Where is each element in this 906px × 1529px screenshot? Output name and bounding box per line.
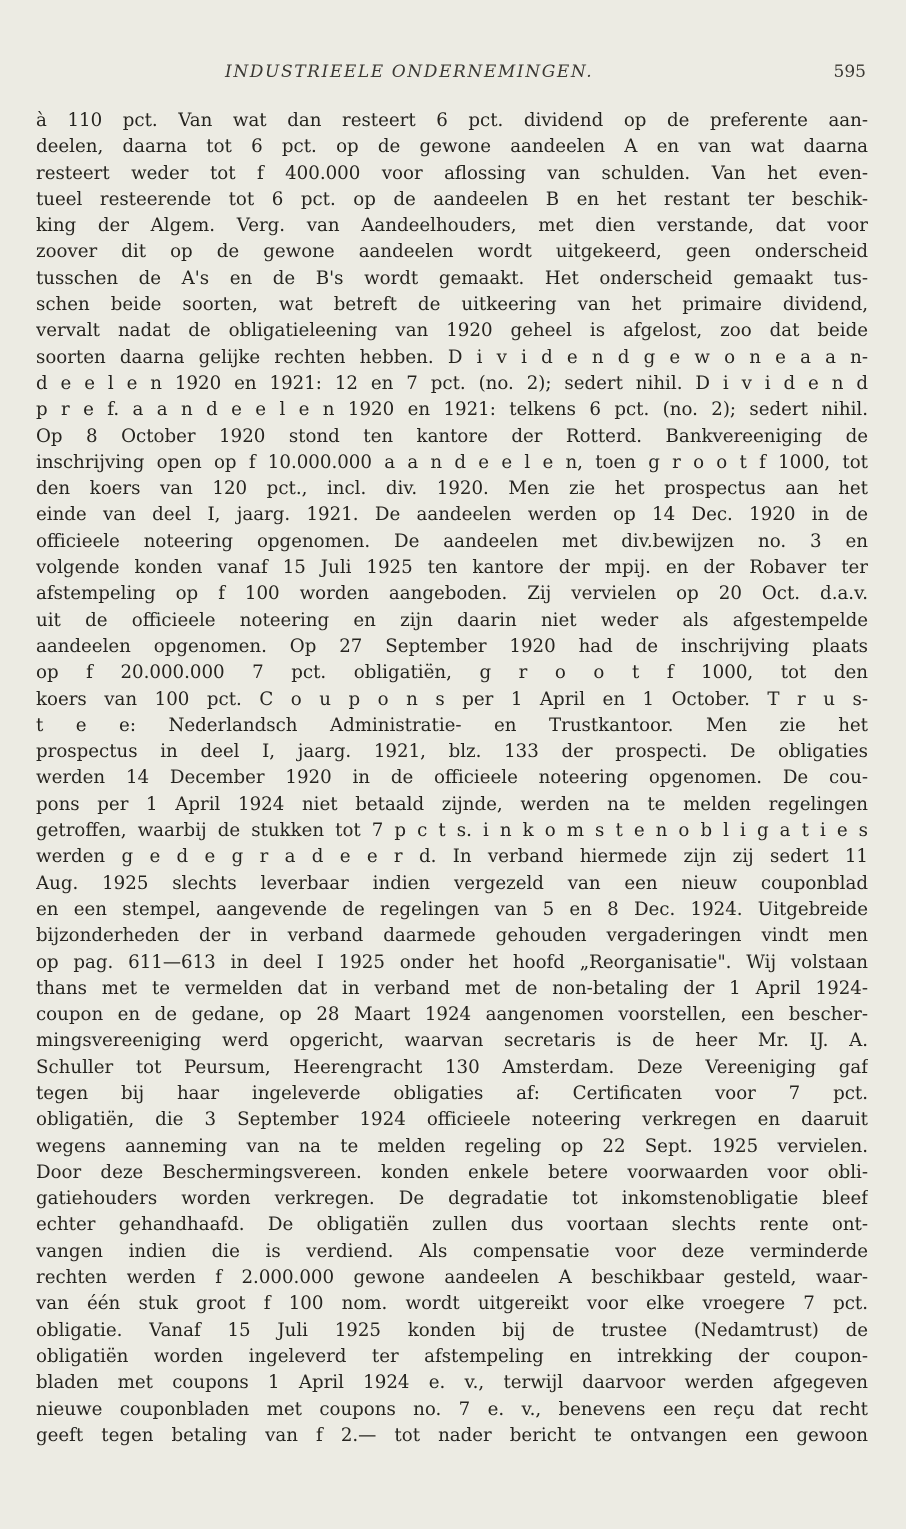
text-line: t e e: Nederlandsch Administratie- en Trustkantoor. Men zie het [36, 714, 868, 736]
text-line: Door deze Beschermingsvereen. konden enkele betere voorwaarden voor obli- [36, 1161, 868, 1183]
text-line: zoover dit op de gewone aandeelen wordt uitgekeerd, geen onderscheid [36, 241, 868, 263]
text-line: op pag. 611—613 in deel I 1925 onder het hoofd „Reorganisatie". Wij volstaan [36, 951, 868, 973]
text-line: d e e l e n 1920 en 1921: 12 en 7 pct. (no. 2); sedert nihil. D i v i d e n d [36, 372, 868, 394]
text-line: resteert weder tot f 400.000 voor aflossing van schulden. Van het even- [36, 162, 868, 184]
text-line: bijzonderheden der in verband daarmede gehouden vergaderingen vindt men [36, 925, 868, 947]
text-line: tegen bij haar ingeleverde obligaties af: Certificaten voor 7 pct. [36, 1082, 868, 1104]
text-line: van één stuk groot f 100 nom. wordt uitgereikt voor elke vroegere 7 pct. [36, 1293, 868, 1315]
text-line: koers van 100 pct. C o u p o n s per 1 April en 1 October. T r u s- [36, 688, 868, 710]
text-line: den koers van 120 pct., incl. div. 1920. Men zie het prospectus aan het [36, 478, 868, 500]
text-line: rechten werden f 2.000.000 gewone aandeelen A beschikbaar gesteld, waar- [36, 1267, 868, 1289]
text-line: obligatiën, die 3 September 1924 officieele noteering verkregen en daaruit [36, 1109, 868, 1131]
text-line: uit de officieele noteering en zijn daarin niet weder als afgestempelde [36, 609, 868, 631]
text-line: officieele noteering opgenomen. De aandeelen met div.bewijzen no. 3 en [36, 530, 868, 552]
text-line: volgende konden vanaf 15 Juli 1925 ten kantore der mpij. en der Robaver ter [36, 557, 868, 579]
text-line: obligatie. Vanaf 15 Juli 1925 konden bij de trustee (Nedamtrust) de [36, 1319, 868, 1341]
text-line: nieuwe couponbladen met coupons no. 7 e. v., benevens een reçu dat recht [36, 1398, 868, 1420]
page-number: 595 [833, 62, 866, 82]
text-line: einde van deel I, jaarg. 1921. De aandeelen werden op 14 Dec. 1920 in de [36, 504, 868, 526]
text-line: tusschen de A's en de B's wordt gemaakt. Het onderscheid gemaakt tus- [36, 267, 868, 289]
text-line: Schuller tot Peursum, Heerengracht 130 Amsterdam. Deze Vereeniging gaf [36, 1056, 868, 1078]
text-line: p r e f. a a n d e e l e n 1920 en 1921: telkens 6 pct. (no. 2); sedert nihil. [36, 399, 868, 421]
text-line: echter gehandhaafd. De obligatiën zullen dus voortaan slechts rente ont- [36, 1214, 868, 1236]
text-line: à 110 pct. Van wat dan resteert 6 pct. dividend op de preferente aan- [36, 110, 868, 131]
text-line: schen beide soorten, wat betreft de uitkeering van het primaire dividend, [36, 294, 868, 316]
text-line: op f 20.000.000 7 pct. obligatiën, g r o o t f 1000, tot den [36, 662, 868, 684]
text-line: pons per 1 April 1924 niet betaald zijnde, werden na te melden regelingen [36, 793, 868, 815]
text-line: vangen indien die is verdiend. Als compensatie voor deze verminderde [36, 1240, 868, 1262]
text-line: getroffen, waarbij de stukken tot 7 p c t s. i n k o m s t e n o b l i g a t i e s [36, 820, 868, 842]
text-line: coupon en de gedane, op 28 Maart 1924 aangenomen voorstellen, een bescher- [36, 1004, 868, 1026]
text-line: thans met te vermelden dat in verband met de non-betaling der 1 April 1924- [36, 977, 868, 999]
text-line: Op 8 October 1920 stond ten kantore der Rotterd. Bankvereeniging de [36, 425, 868, 447]
text-line: werden g e d e g r a d e e r d. In verband hiermede zijn zij sedert 11 [36, 846, 868, 868]
text-line: aandeelen opgenomen. Op 27 September 1920 had de inschrijving plaats [36, 635, 868, 657]
text-line: inschrijving open op f 10.000.000 a a n d e e l e n, toen g r o o t f 1000, tot [36, 451, 868, 473]
text-line: tueel resteerende tot 6 pct. op de aandeelen B en het restant ter beschik- [36, 188, 868, 210]
page-header [0, 62, 906, 88]
text-line: obligatiën worden ingeleverd ter afstempeling en intrekking der coupon- [36, 1345, 868, 1367]
text-line: king der Algem. Verg. van Aandeelhouders, met dien verstande, dat voor [36, 215, 868, 237]
text-line: bladen met coupons 1 April 1924 e. v., terwijl daarvoor werden afgegeven [36, 1372, 868, 1394]
text-line: geeft tegen betaling van f 2.— tot nader bericht te ontvangen een gewoon [36, 1424, 868, 1446]
text-line: afstempeling op f 100 worden aangeboden. Zij vervielen op 20 Oct. d.a.v. [36, 583, 868, 605]
text-line: gatiehouders worden verkregen. De degradatie tot inkomstenobligatie bleef [36, 1188, 868, 1210]
text-line: soorten daarna gelijke rechten hebben. D i v i d e n d g e w o n e a a n- [36, 346, 868, 368]
text-line: en een stempel, aangevende de regelingen van 5 en 8 Dec. 1924. Uitgebreide [36, 898, 868, 920]
text-line: vervalt nadat de obligatieleening van 1920 geheel is afgelost, zoo dat beide [36, 320, 868, 342]
text-line: mingsvereeniging werd opgericht, waarvan secretaris is de heer Mr. IJ. A. [36, 1030, 868, 1052]
body-text [36, 108, 868, 1449]
text-line: werden 14 December 1920 in de officieele noteering opgenomen. De cou- [36, 767, 868, 789]
text-line: prospectus in deel I, jaarg. 1921, blz. 133 der prospecti. De obligaties [36, 741, 868, 763]
text-line: Aug. 1925 slechts leverbaar indien vergezeld van een nieuw couponblad [36, 872, 868, 894]
running-title: INDUSTRIEELE ONDERNEMINGEN. [225, 62, 594, 82]
text-line: wegens aanneming van na te melden regeling op 22 Sept. 1925 vervielen. [36, 1135, 868, 1157]
text-line: deelen, daarna tot 6 pct. op de gewone aandeelen A en van wat daarna [36, 136, 868, 158]
